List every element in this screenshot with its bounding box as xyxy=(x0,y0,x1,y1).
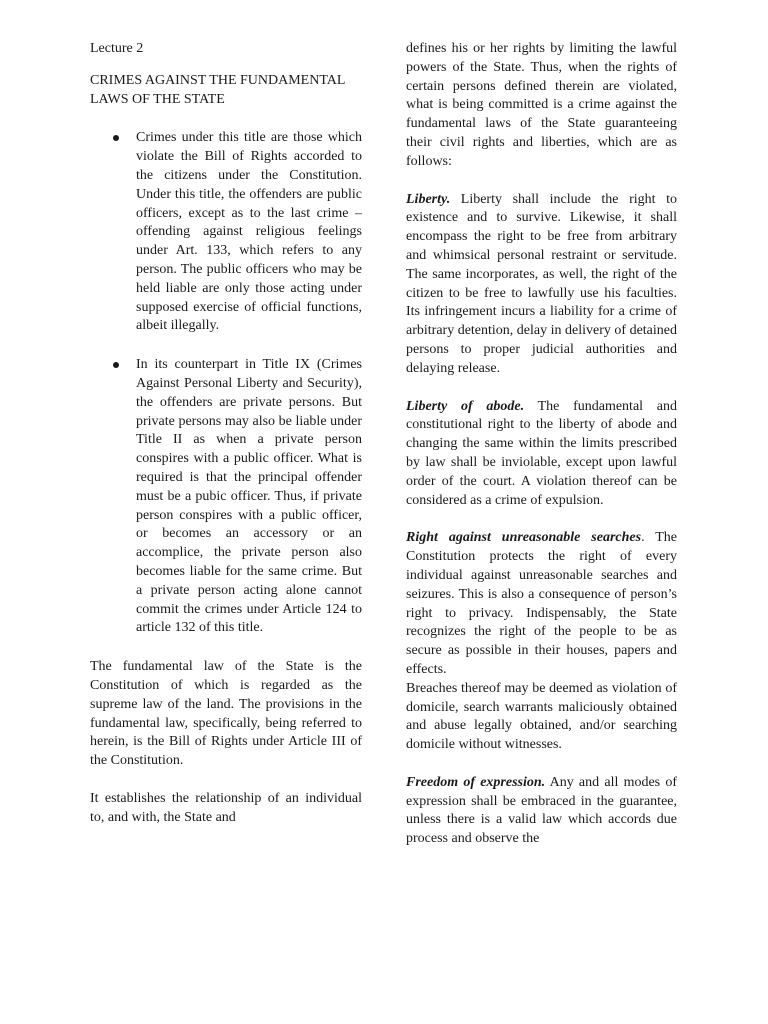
paragraph-intro: defines his or her rights by limiting the lawful powers of the State. Thus, when the rights of certain persons defined therein are violated, what is being committed is a crime against the fundamental laws of the State guaranteeing their civil rights and liberties, which are as follows: xyxy=(406,41,677,169)
text-liberty: Liberty shall include the right to existence and to survive. Likewise, it shall encompass the right to be free from arbitrary and whimsical personal restraint or servitude. The same incorporates, as well, the right of the citizen to be free to lawfully use his faculties. Its infringement incurs a liability for a crime of arbitrary detention, delay in delivery of detained persons to proper judicial authorities and delaying release. xyxy=(406,191,677,376)
section-title: CRIMES AGAINST THE FUNDAMENTAL LAWS OF THE STATE xyxy=(90,72,345,107)
searches-paragraph-2: Breaches thereof may be deemed as violation of domicile, search warrants maliciously obtained and abuse legally obtained, and/or searching domicile without witnesses. xyxy=(406,680,677,753)
heading-liberty: Liberty. xyxy=(406,191,451,207)
lecture-label: Lecture 2 xyxy=(90,41,144,56)
heading-searches: Right against unreasonable searches xyxy=(406,530,642,546)
text-searches: . The Constitution protects the right of every individual against unreasonable searches and seizures. This is also a consequence of person’s right to privacy. Indispensably, the State recognizes the right of the people to be as secure as possible in their houses, papers and effects. xyxy=(406,530,678,677)
right-column xyxy=(406,40,677,868)
text-liberty-of-abode: The fundamental and constitutional right to the liberty of abode and changing the same within the limits prescribed by law shall be inviolable, except upon lawful order of the court. A violation thereof can be considered as a crime of expulsion. xyxy=(406,398,677,508)
bullet-text-2: In its counterpart in Title IX (Crimes Against Personal Liberty and Security), the offenders are private persons. But private persons may also be liable under Title II as when a private person conspires with a public officer. What is required is that the principal offender must be a pubic officer. Thus, if private person conspires with a public officer, or becomes an accessory or an accomplice, the private person also becomes liable for the same crime. But a private person acting alone cannot commit the crimes under Article 124 to article 132 of this title. xyxy=(136,357,362,636)
text-freedom-of-expression: Any and all modes of expression shall be embraced in the guarantee, unless there is a valid law which accords due process and observe the xyxy=(406,774,677,847)
heading-freedom-of-expression: Freedom of expression. xyxy=(406,774,546,790)
bullet-text-1: Crimes under this title are those which violate the Bill of Rights accorded to the citizens under the Constitution. Under this title, the offenders are public officers, except as to the last crime – offending against religious feelings under Art. 133, which refers to any person. The public officers who may be held liable are only those acting under supposed exercise of official functions, albeit illegally. xyxy=(136,130,362,334)
searches-paragraph-1 xyxy=(406,529,677,679)
paragraph-establishes: It establishes the relationship of an individual to, and with, the State and xyxy=(90,790,362,825)
bullet-item-1 xyxy=(90,129,362,336)
section-liberty-of-abode xyxy=(406,398,677,511)
section-freedom-of-expression xyxy=(406,774,677,849)
bullet-icon xyxy=(113,362,119,368)
bullet-icon xyxy=(113,135,119,141)
bullet-list xyxy=(90,129,362,638)
section-liberty xyxy=(406,191,677,379)
left-column xyxy=(90,40,362,846)
bullet-item-2 xyxy=(90,356,362,638)
paragraph-fundamental-law: The fundamental law of the State is the Constitution of which is regarded as the supreme law of the land. The provisions in the fundamental law, specifically, being referred to herein, is the Bill of Rights under Article III of the Constitution. xyxy=(90,659,362,769)
section-searches xyxy=(406,529,677,755)
heading-liberty-of-abode: Liberty of abode. xyxy=(406,398,525,414)
